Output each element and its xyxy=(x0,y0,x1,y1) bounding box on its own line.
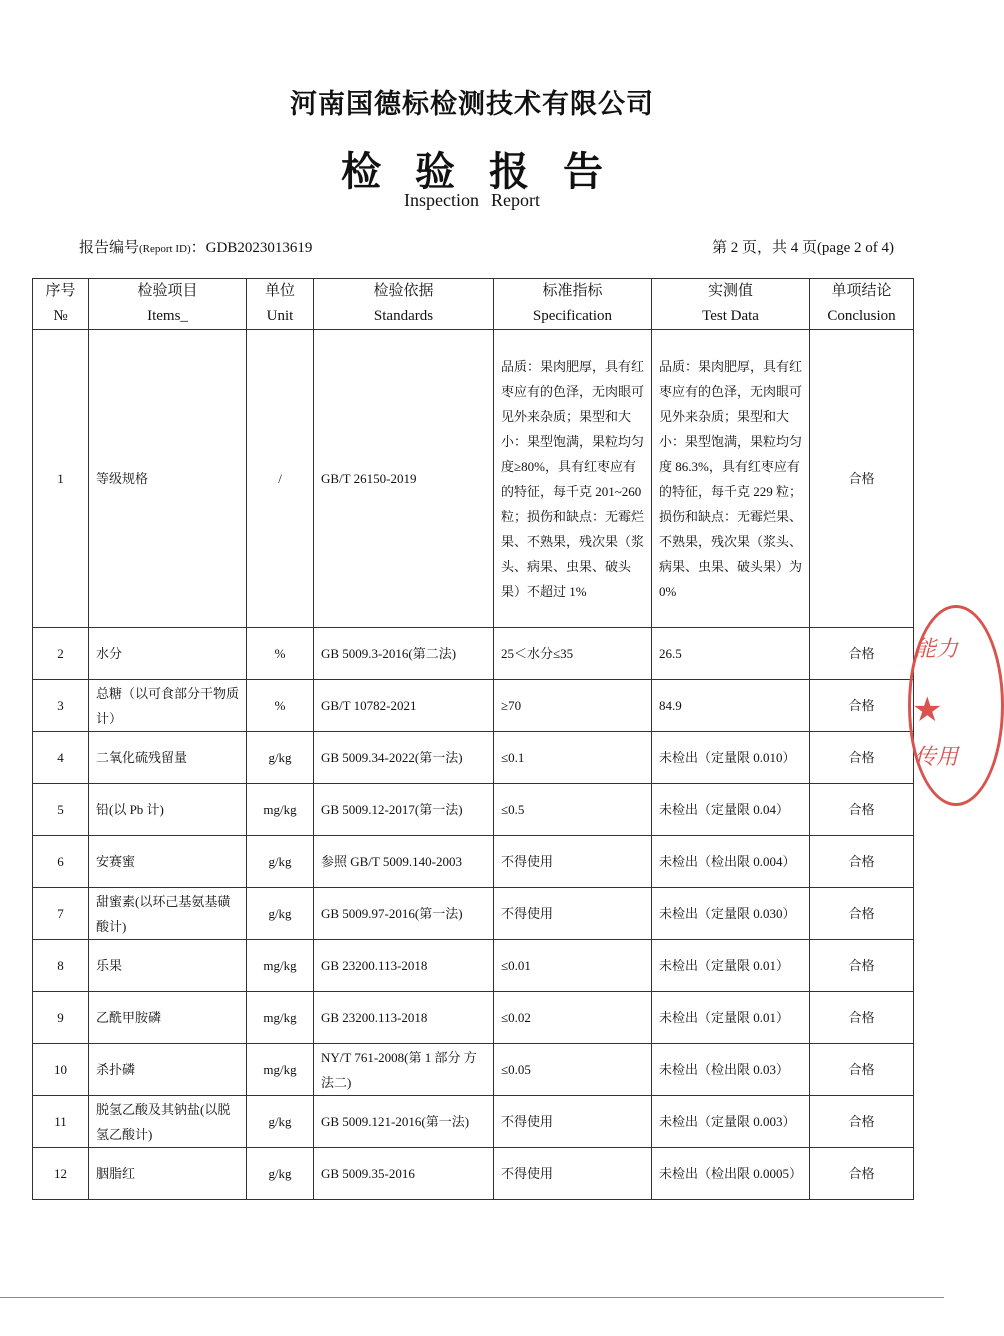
cell-no: 9 xyxy=(33,992,89,1044)
header-items: 检验项目 Items_ xyxy=(89,279,247,330)
cell-spec: 不得使用 xyxy=(494,1148,652,1200)
stamp-text-top: 能力 xyxy=(914,637,959,662)
cell-conclusion: 合格 xyxy=(810,330,914,628)
title-en-word: Inspection xyxy=(404,190,479,210)
cell-spec: 不得使用 xyxy=(494,888,652,940)
page-divider xyxy=(0,1297,944,1298)
table-row xyxy=(33,992,914,1044)
cell-test: 未检出（检出限 0.03） xyxy=(652,1044,810,1096)
cell-test: 未检出（定量限 0.030） xyxy=(652,888,810,940)
table-row xyxy=(33,1044,914,1096)
cell-test: 未检出（定量限 0.01） xyxy=(652,940,810,992)
cell-no: 1 xyxy=(33,330,89,628)
report-id xyxy=(79,236,312,257)
cell-conclusion: 合格 xyxy=(810,1096,914,1148)
table-row xyxy=(33,836,914,888)
cell-unit: g/kg xyxy=(247,888,314,940)
cell-test: 未检出（定量限 0.01） xyxy=(652,992,810,1044)
cell-spec: 品质：果肉肥厚，具有红枣应有的色泽，无肉眼可见外来杂质；果型和大小：果型饱满，果粒均匀度≥80%，具有红枣应有的特征，每千克 201~260 粒；损伤和缺点：无霉烂果、不熟果，残次果（浆头、病果、虫果、破头果）不超过 1% xyxy=(494,330,652,628)
report-title-cn xyxy=(0,140,944,197)
cell-standard: 参照 GB/T 5009.140-2003 xyxy=(314,836,494,888)
cell-no: 12 xyxy=(33,1148,89,1200)
cell-standard: GB 5009.121-2016(第一法) xyxy=(314,1096,494,1148)
cell-conclusion: 合格 xyxy=(810,628,914,680)
table-row xyxy=(33,1148,914,1200)
table-header-row xyxy=(33,279,914,330)
cell-spec: ≤0.5 xyxy=(494,784,652,836)
header-specification: 标准指标 Specification xyxy=(494,279,652,330)
company-name: 河南国德标检测技术有限公司 xyxy=(290,89,654,120)
cell-no: 2 xyxy=(33,628,89,680)
cell-spec: ≤0.1 xyxy=(494,732,652,784)
cell-standard: GB 5009.3-2016(第二法) xyxy=(314,628,494,680)
cell-no: 3 xyxy=(33,680,89,732)
cell-standard: GB 23200.113-2018 xyxy=(314,940,494,992)
cell-unit: mg/kg xyxy=(247,784,314,836)
cell-unit: g/kg xyxy=(247,836,314,888)
cell-no: 5 xyxy=(33,784,89,836)
cell-standard: GB 5009.34-2022(第一法) xyxy=(314,732,494,784)
cell-conclusion: 合格 xyxy=(810,836,914,888)
cell-spec: ≤0.05 xyxy=(494,1044,652,1096)
page-info: 第 2 页，共 4 页(page 2 of 4) xyxy=(711,240,894,256)
cell-item: 水分 xyxy=(89,628,247,680)
cell-conclusion: 合格 xyxy=(810,1148,914,1200)
table-row xyxy=(33,330,914,628)
inspection-table xyxy=(32,278,914,1200)
cell-test: 未检出（定量限 0.003） xyxy=(652,1096,810,1148)
stamp-text-bottom: 传用 xyxy=(914,745,959,770)
cell-unit: g/kg xyxy=(247,1096,314,1148)
header-unit: 单位 Unit xyxy=(247,279,314,330)
report-id-label: 报告编号 xyxy=(79,240,140,256)
cell-item: 安赛蜜 xyxy=(89,836,247,888)
report-title-en xyxy=(0,190,944,211)
cell-item: 等级规格 xyxy=(89,330,247,628)
cell-conclusion: 合格 xyxy=(810,784,914,836)
title-char: 告 xyxy=(563,148,603,195)
cell-standard: GB 5009.35-2016 xyxy=(314,1148,494,1200)
cell-standard: GB 5009.12-2017(第一法) xyxy=(314,784,494,836)
cell-standard: GB 23200.113-2018 xyxy=(314,992,494,1044)
cell-test: 84.9 xyxy=(652,680,810,732)
cell-no: 6 xyxy=(33,836,89,888)
cell-standard: NY/T 761-2008(第 1 部分 方法二) xyxy=(314,1044,494,1096)
title-char: 报 xyxy=(489,148,529,195)
cell-spec: 25＜水分≤35 xyxy=(494,628,652,680)
cell-no: 4 xyxy=(33,732,89,784)
title-en-word: Report xyxy=(490,190,540,210)
cell-test: 26.5 xyxy=(652,628,810,680)
header-conclusion: 单项结论 Conclusion xyxy=(810,279,914,330)
cell-test: 未检出（定量限 0.010） xyxy=(652,732,810,784)
cell-item: 总糖（以可食部分干物质计） xyxy=(89,680,247,732)
cell-conclusion: 合格 xyxy=(810,992,914,1044)
table-row xyxy=(33,628,914,680)
header-standards: 检验依据 Standards xyxy=(314,279,494,330)
cell-standard: GB 5009.97-2016(第一法) xyxy=(314,888,494,940)
header-test-data: 实测值 Test Data xyxy=(652,279,810,330)
cell-spec: ≥70 xyxy=(494,680,652,732)
cell-unit: % xyxy=(247,628,314,680)
star-icon: ★ xyxy=(912,690,943,730)
cell-conclusion: 合格 xyxy=(810,732,914,784)
report-id-value: GDB2023013619 xyxy=(205,240,313,256)
cell-item: 乙酰甲胺磷 xyxy=(89,992,247,1044)
table-row xyxy=(33,680,914,732)
cell-spec: 不得使用 xyxy=(494,836,652,888)
cell-unit: g/kg xyxy=(247,732,314,784)
cell-no: 10 xyxy=(33,1044,89,1096)
cell-no: 7 xyxy=(33,888,89,940)
cell-item: 二氧化硫残留量 xyxy=(89,732,247,784)
report-id-label-en: (Report ID) xyxy=(139,243,191,255)
cell-spec: 不得使用 xyxy=(494,1096,652,1148)
report-id-sep: ： xyxy=(190,240,206,256)
cell-no: 8 xyxy=(33,940,89,992)
table-row xyxy=(33,940,914,992)
cell-conclusion: 合格 xyxy=(810,888,914,940)
cell-unit: mg/kg xyxy=(247,992,314,1044)
table-row xyxy=(33,1096,914,1148)
table-row xyxy=(33,732,914,784)
cell-spec: ≤0.01 xyxy=(494,940,652,992)
cell-no: 11 xyxy=(33,1096,89,1148)
cell-test: 品质：果肉肥厚，具有红枣应有的色泽，无肉眼可见外来杂质；果型和大小：果型饱满，果粒均匀度 86.3%，具有红枣应有的特征，每千克 229 粒；损伤和缺点：无霉烂果、不熟果，残次果（浆头、病果、虫果、破头果）为 0% xyxy=(652,330,810,628)
cell-standard: GB/T 26150-2019 xyxy=(314,330,494,628)
title-char: 验 xyxy=(415,148,455,195)
table-row xyxy=(33,784,914,836)
cell-unit: % xyxy=(247,680,314,732)
cell-unit: / xyxy=(247,330,314,628)
cell-item: 铅(以 Pb 计) xyxy=(89,784,247,836)
cell-conclusion: 合格 xyxy=(810,680,914,732)
title-char: 检 xyxy=(341,148,381,195)
cell-test: 未检出（检出限 0.004） xyxy=(652,836,810,888)
cell-test: 未检出（定量限 0.04） xyxy=(652,784,810,836)
cell-unit: mg/kg xyxy=(247,1044,314,1096)
cell-conclusion: 合格 xyxy=(810,1044,914,1096)
header-no: 序号 № xyxy=(33,279,89,330)
cell-unit: mg/kg xyxy=(247,940,314,992)
cell-item: 脱氢乙酸及其钠盐(以脱氢乙酸计) xyxy=(89,1096,247,1148)
cell-standard: GB/T 10782-2021 xyxy=(314,680,494,732)
table-row xyxy=(33,888,914,940)
cell-item: 甜蜜素(以环己基氨基磺酸计) xyxy=(89,888,247,940)
cell-test: 未检出（检出限 0.0005） xyxy=(652,1148,810,1200)
cell-item: 杀扑磷 xyxy=(89,1044,247,1096)
cell-item: 胭脂红 xyxy=(89,1148,247,1200)
cell-item: 乐果 xyxy=(89,940,247,992)
cell-spec: ≤0.02 xyxy=(494,992,652,1044)
cell-conclusion: 合格 xyxy=(810,940,914,992)
cell-unit: g/kg xyxy=(247,1148,314,1200)
